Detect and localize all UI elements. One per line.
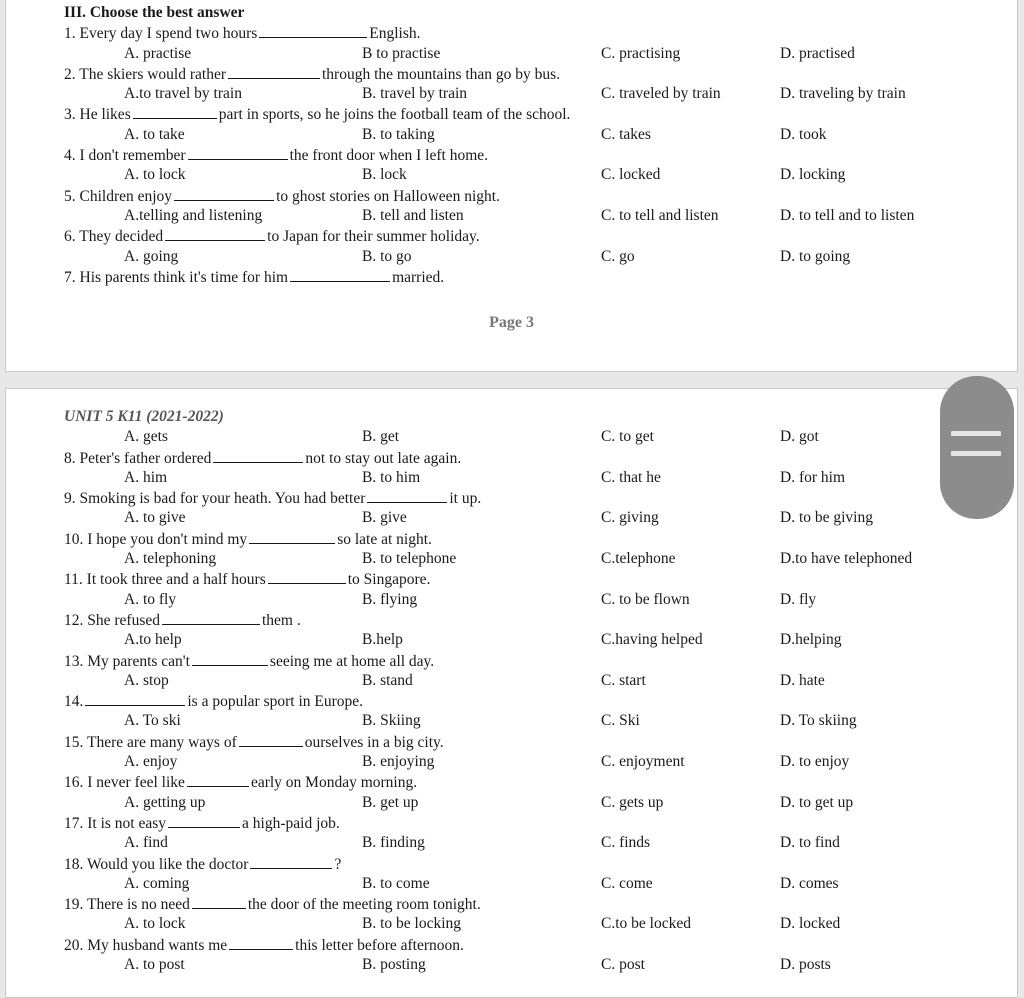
page-number: Page 3	[489, 314, 534, 331]
option-c: C. come	[601, 874, 653, 892]
question-stem	[64, 488, 1017, 508]
question-stem	[64, 186, 1017, 206]
question-stem	[64, 569, 1017, 589]
grip-line-icon	[951, 431, 1001, 436]
answer-options	[64, 44, 1017, 64]
option-b: B. posting	[362, 956, 426, 974]
option-b: B. lock	[362, 166, 407, 184]
question-stem	[64, 935, 1017, 955]
answer-options	[64, 671, 1017, 691]
option-a: A. to take	[124, 125, 185, 143]
option-b: B. get	[362, 428, 400, 446]
answer-options	[64, 247, 1017, 267]
option-d: D. took	[780, 125, 827, 143]
answer-options	[64, 206, 1017, 226]
question-stem	[64, 772, 1017, 792]
question-text: 18. Would you like the doctor	[64, 855, 249, 873]
option-a: A. enjoy	[124, 753, 178, 771]
question-text-end: through the mountains than go by bus.	[322, 65, 561, 83]
option-d: D. posts	[780, 956, 831, 974]
unit-header: UNIT 5 K11 (2021-2022)	[64, 408, 224, 425]
page-3-content	[64, 3, 1017, 287]
option-c: C. to be flown	[601, 590, 690, 608]
answer-blank	[290, 267, 390, 282]
option-d: D. locking	[780, 166, 846, 184]
answer-blank	[192, 651, 268, 666]
option-d: D.to have telephoned	[780, 550, 913, 568]
question-text-end: married.	[392, 268, 445, 286]
option-b: B. give	[362, 509, 407, 527]
question-text-end: ?	[334, 855, 342, 873]
question-text: 17. It is not easy	[64, 814, 167, 832]
option-b: B. to him	[362, 468, 421, 486]
answer-options	[64, 955, 1017, 975]
answer-blank	[174, 186, 274, 201]
option-d: D. comes	[780, 874, 839, 892]
option-c: C. takes	[601, 125, 651, 143]
option-d: D. traveling by train	[780, 85, 906, 103]
option-c: C. to get	[601, 428, 654, 446]
question-text: 12. She refused	[64, 611, 160, 629]
option-c: C. locked	[601, 166, 661, 184]
question-text: 13. My parents can't	[64, 652, 190, 670]
question-text-end: English.	[369, 25, 421, 43]
answer-blank	[250, 854, 332, 869]
option-d: D. locked	[780, 915, 841, 933]
answer-blank	[192, 894, 246, 909]
question-7-options	[64, 427, 1017, 447]
option-a: A. him	[124, 468, 168, 486]
option-b: B. to come	[362, 874, 430, 892]
option-a: A. to fly	[124, 590, 177, 608]
answer-options	[64, 468, 1017, 488]
option-c: C.having helped	[601, 631, 703, 649]
option-b: B. stand	[362, 671, 413, 689]
option-d: D. got	[780, 428, 819, 446]
answer-options	[64, 630, 1017, 650]
option-d: D. to tell and to listen	[780, 206, 915, 224]
answer-options	[64, 833, 1017, 853]
option-c: C. giving	[601, 509, 659, 527]
option-c: C. post	[601, 956, 645, 974]
option-c: C. that he	[601, 468, 661, 486]
option-c: C. to tell and listen	[601, 206, 719, 224]
question-text: 10. I hope you don't mind my	[64, 530, 248, 548]
option-c: C.to be locked	[601, 915, 691, 933]
option-d: D. hate	[780, 671, 825, 689]
grip-line-icon	[951, 451, 1001, 456]
option-a: A. coming	[124, 874, 190, 892]
question-text: 16. I never feel like	[64, 774, 185, 792]
answer-options	[64, 752, 1017, 772]
question-text-end: part in sports, so he joins the football team of the school.	[218, 106, 571, 124]
option-a: A. going	[124, 247, 179, 265]
question-text: 5. Children enjoy	[64, 187, 173, 205]
option-d: D.helping	[780, 631, 842, 649]
question-text: 19. There is no need	[64, 896, 190, 914]
option-c: C. traveled by train	[601, 85, 721, 103]
option-d: D. to be giving	[780, 509, 873, 527]
option-b: B to practise	[362, 44, 441, 62]
option-a: A. getting up	[124, 793, 206, 811]
question-text-end: is a popular sport in Europe.	[187, 693, 364, 711]
answer-options	[64, 165, 1017, 185]
option-a: A.to travel by train	[124, 85, 242, 103]
question-text-end: ourselves in a big city.	[304, 733, 444, 751]
question-text: 8. Peter's father ordered	[64, 449, 212, 467]
answer-options	[64, 549, 1017, 569]
question-stem	[64, 732, 1017, 752]
option-a: A. to lock	[124, 166, 186, 184]
question-text-end: to ghost stories on Halloween night.	[276, 187, 500, 205]
option-a: A. stop	[124, 671, 169, 689]
question-text: 11. It took three and a half hours	[64, 571, 266, 589]
answer-blank	[259, 23, 367, 38]
question-stem	[64, 104, 1017, 124]
option-a: A. find	[124, 834, 168, 852]
question-stem	[64, 894, 1017, 914]
question-text-end: it up.	[449, 490, 482, 508]
question-text-end: a high-paid job.	[242, 814, 340, 832]
section-title: III. Choose the best answer	[64, 4, 245, 21]
answer-options	[64, 590, 1017, 610]
option-a: A.telling and listening	[124, 206, 263, 224]
answer-options	[64, 874, 1017, 894]
question-text-end: the front door when I left home.	[289, 147, 489, 165]
option-b: B.help	[362, 631, 403, 649]
option-a: A.to help	[124, 631, 182, 649]
option-d: D. practised	[780, 44, 855, 62]
option-b: B. to be locking	[362, 915, 462, 933]
question-text-end: not to stay out late again.	[305, 449, 462, 467]
answer-blank	[168, 813, 240, 828]
question-stem	[64, 448, 1017, 468]
option-c: C. enjoyment	[601, 753, 685, 771]
option-b: B. travel by train	[362, 85, 468, 103]
question-text: 15. There are many ways of	[64, 733, 237, 751]
answer-options	[64, 793, 1017, 813]
option-d: D. to enjoy	[780, 753, 850, 771]
question-text-end: them .	[262, 611, 301, 629]
question-text-end: so late at night.	[337, 530, 432, 548]
option-a: A. To ski	[124, 712, 181, 730]
answer-options	[64, 125, 1017, 145]
option-c: C. gets up	[601, 793, 664, 811]
option-b: B. finding	[362, 834, 425, 852]
option-a: A. to lock	[124, 915, 186, 933]
option-a: A. to give	[124, 509, 186, 527]
option-a: A. to post	[124, 956, 185, 974]
answer-options	[64, 508, 1017, 528]
answer-blank	[249, 529, 335, 544]
question-text: 6. They decided	[64, 228, 164, 246]
answer-blank	[229, 935, 293, 950]
answer-blank	[268, 569, 346, 584]
question-stem	[64, 23, 1017, 43]
question-text: 14.	[64, 693, 84, 711]
question-text-end: this letter before afternoon.	[295, 936, 464, 954]
question-stem	[64, 226, 1017, 246]
question-text-end: the door of the meeting room tonight.	[247, 896, 481, 914]
question-stem	[64, 529, 1017, 549]
question-list-page-4	[64, 448, 1017, 976]
document-page-4	[5, 388, 1018, 998]
option-d: D. to get up	[780, 793, 854, 811]
document-page-3	[5, 0, 1018, 372]
question-text-end: early on Monday morning.	[250, 774, 418, 792]
option-a: A. gets	[124, 428, 168, 446]
option-c: C. finds	[601, 834, 651, 852]
scroll-handle[interactable]	[940, 376, 1014, 519]
question-stem	[64, 610, 1017, 630]
option-b: B. flying	[362, 590, 418, 608]
option-d: D. fly	[780, 590, 817, 608]
answer-blank	[133, 104, 217, 119]
answer-blank	[188, 145, 288, 160]
question-text-end: seeing me at home all day.	[269, 652, 435, 670]
answer-blank	[228, 64, 320, 79]
option-b: B. to telephone	[362, 550, 457, 568]
question-text-end: to Singapore.	[347, 571, 431, 589]
option-c: C. start	[601, 671, 646, 689]
question-text-end: to Japan for their summer holiday.	[267, 228, 480, 246]
answer-blank	[239, 732, 303, 747]
question-text: 20. My husband wants me	[64, 936, 228, 954]
option-d: D. to going	[780, 247, 851, 265]
question-text: 9. Smoking is bad for your heath. You had better	[64, 490, 366, 508]
question-list-page-3	[64, 23, 1017, 287]
option-c: C.telephone	[601, 550, 676, 568]
answer-options	[64, 84, 1017, 104]
question-stem	[64, 64, 1017, 84]
question-stem	[64, 267, 1017, 287]
answer-blank	[165, 226, 265, 241]
question-stem	[64, 651, 1017, 671]
answer-options	[64, 914, 1017, 934]
option-a: A. telephoning	[124, 550, 217, 568]
question-text: 4. I don't remember	[64, 147, 186, 165]
option-b: B. Skiing	[362, 712, 421, 730]
option-b: B. get up	[362, 793, 419, 811]
question-text: 2. The skiers would rather	[64, 65, 226, 83]
question-text: 3. He likes	[64, 106, 131, 124]
question-text: 1. Every day I spend two hours	[64, 25, 258, 43]
question-stem	[64, 854, 1017, 874]
option-b: B. to taking	[362, 125, 435, 143]
option-b: B. to go	[362, 247, 412, 265]
page-4-content	[64, 407, 1017, 975]
answer-blank	[187, 772, 249, 787]
option-c: C. practising	[601, 44, 681, 62]
question-stem	[64, 813, 1017, 833]
answer-blank	[162, 610, 260, 625]
option-b: B. tell and listen	[362, 206, 464, 224]
answer-options	[64, 711, 1017, 731]
question-stem	[64, 145, 1017, 165]
question-stem	[64, 691, 1017, 711]
option-c: C. go	[601, 247, 635, 265]
option-b: B. enjoying	[362, 753, 435, 771]
option-d: D. for him	[780, 468, 846, 486]
answer-blank	[367, 488, 447, 503]
answer-blank	[85, 691, 185, 706]
question-text: 7. His parents think it's time for him	[64, 268, 289, 286]
option-a: A. practise	[124, 44, 192, 62]
option-d: D. to find	[780, 834, 840, 852]
answer-blank	[213, 448, 303, 463]
option-c: C. Ski	[601, 712, 640, 730]
option-d: D. To skiing	[780, 712, 857, 730]
